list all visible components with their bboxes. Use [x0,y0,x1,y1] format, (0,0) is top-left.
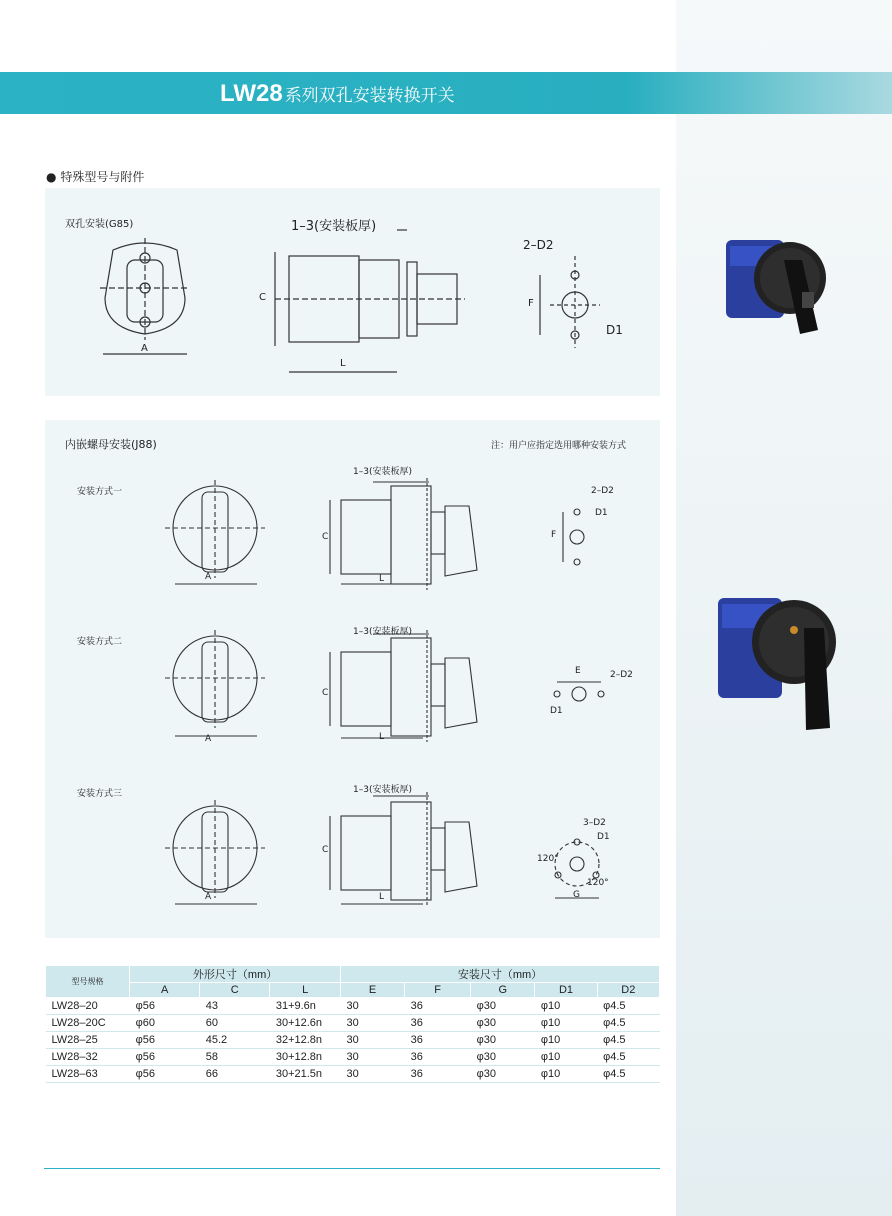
g85-label: 双孔安装(G85) [65,219,134,230]
cell: 36 [405,1049,471,1066]
cell: 30 [341,1015,405,1032]
cell: φ30 [471,1049,535,1066]
cell: 66 [200,1066,270,1083]
mode2-dim-l: L [379,732,385,742]
section-title: 特殊型号与附件 [60,170,145,184]
col-e: E [341,983,405,998]
switch-photo-2 [712,588,862,738]
col-d2: D2 [597,983,659,998]
panel-g85 [45,188,660,396]
cell: φ10 [535,1032,597,1049]
table-row [46,1066,660,1083]
j88-note: 注：用户应指定选用哪种安装方式 [491,441,627,451]
mode1-dim-d2: 2–D2 [591,486,614,496]
mode1-dim-f: F [551,530,557,540]
cell: φ30 [471,1066,535,1083]
page-title [220,80,455,108]
mode1-label: 安装方式一 [77,487,123,497]
mode2-label: 安装方式二 [77,637,123,647]
group-outline-header: 外形尺寸（mm） [130,966,341,983]
mode2-dim-d1: D1 [550,706,563,716]
cell: φ4.5 [597,1015,659,1032]
title-rest: 系列双孔安装转换开关 [284,86,455,106]
cell: φ30 [471,1032,535,1049]
cell: LW28–20C [46,1015,130,1032]
cell: 36 [405,1066,471,1083]
mode3-angle-left: 120° [537,854,559,864]
col-c: C [200,983,270,998]
cell: 45.2 [200,1032,270,1049]
bullet-icon: ● [46,170,57,184]
cell: 31+9.6n [270,998,341,1015]
cell: 30 [341,1066,405,1083]
cell: φ4.5 [597,1066,659,1083]
table-row [46,1049,660,1066]
j88-drawing [45,420,660,938]
cell: φ56 [130,998,200,1015]
cell: 60 [200,1015,270,1032]
mode2-dim-e: E [575,666,581,676]
cell: LW28–25 [46,1032,130,1049]
col-g: G [471,983,535,998]
g85-dim-d1: D1 [606,323,623,337]
mode2-dim-d2: 2–D2 [610,670,633,680]
cell: φ30 [471,1015,535,1032]
cell: φ56 [130,1032,200,1049]
cell: φ10 [535,1015,597,1032]
cell: 30 [341,1049,405,1066]
section-heading [46,168,144,185]
cell: φ10 [535,998,597,1015]
cell: LW28–63 [46,1066,130,1083]
g85-dim-a: A [141,343,148,354]
cell: 58 [200,1049,270,1066]
mode1-dim-a: A [205,572,212,582]
footer-line [44,1168,660,1169]
switch-photo-1 [718,226,838,346]
cell: LW28–32 [46,1049,130,1066]
cell: φ60 [130,1015,200,1032]
mode3-label: 安装方式三 [77,789,123,799]
table-row [46,1032,660,1049]
cell: 30 [341,1032,405,1049]
group-install-header: 安装尺寸（mm） [341,966,660,983]
cell: φ4.5 [597,1032,659,1049]
cell: 30+12.6n [270,1015,341,1032]
cell: 30+21.5n [270,1066,341,1083]
mode1-dim-l: L [379,574,385,584]
cell: 36 [405,998,471,1015]
col-d1: D1 [535,983,597,998]
g85-thickness: 1–3(安装板厚) [291,219,377,234]
mode3-dim-l: L [379,892,385,902]
cell: 43 [200,998,270,1015]
table-row [46,998,660,1015]
cell: φ4.5 [597,998,659,1015]
col-f: F [405,983,471,998]
g85-dim-l: L [340,358,346,369]
g85-dim-f: F [528,298,534,309]
mode3-dim-3d2: 3–D2 [583,818,606,828]
mode3-dim-g: G [573,890,580,900]
mode3-dim-a: A [205,892,212,902]
cell: 30 [341,998,405,1015]
cell: 32+12.8n [270,1032,341,1049]
mode1-thickness: 1–3(安装板厚) [353,467,412,477]
g85-dim-d2: 2–D2 [523,238,554,252]
mode3-dim-d1: D1 [597,832,610,842]
table-row [46,1015,660,1032]
col-a: A [130,983,200,998]
cell: 36 [405,1015,471,1032]
mode3-thickness: 1–3(安装板厚) [353,785,412,795]
cell: φ10 [535,1066,597,1083]
title-model: LW28 [220,80,283,107]
mode2-dim-c: C [322,688,329,698]
mode3-dim-c: C [322,845,329,855]
model-header: 型号规格 [46,966,130,998]
j88-label: 内嵌螺母安装(J88) [65,438,157,451]
mode1-dim-c: C [322,532,329,542]
cell: 36 [405,1032,471,1049]
cell: 30+12.8n [270,1049,341,1066]
col-l: L [270,983,341,998]
cell: φ30 [471,998,535,1015]
panel-j88 [45,420,660,938]
mode2-thickness: 1–3(安装板厚) [353,627,412,637]
g85-dim-c: C [259,292,266,303]
mode2-dim-a: A [205,734,212,744]
cell: φ4.5 [597,1049,659,1066]
cell: φ56 [130,1049,200,1066]
mode3-angle-right: 120° [587,878,609,888]
cell: φ56 [130,1066,200,1083]
mode1-dim-d1: D1 [595,508,608,518]
spec-table [45,965,660,1083]
cell: φ10 [535,1049,597,1066]
cell: LW28–20 [46,998,130,1015]
